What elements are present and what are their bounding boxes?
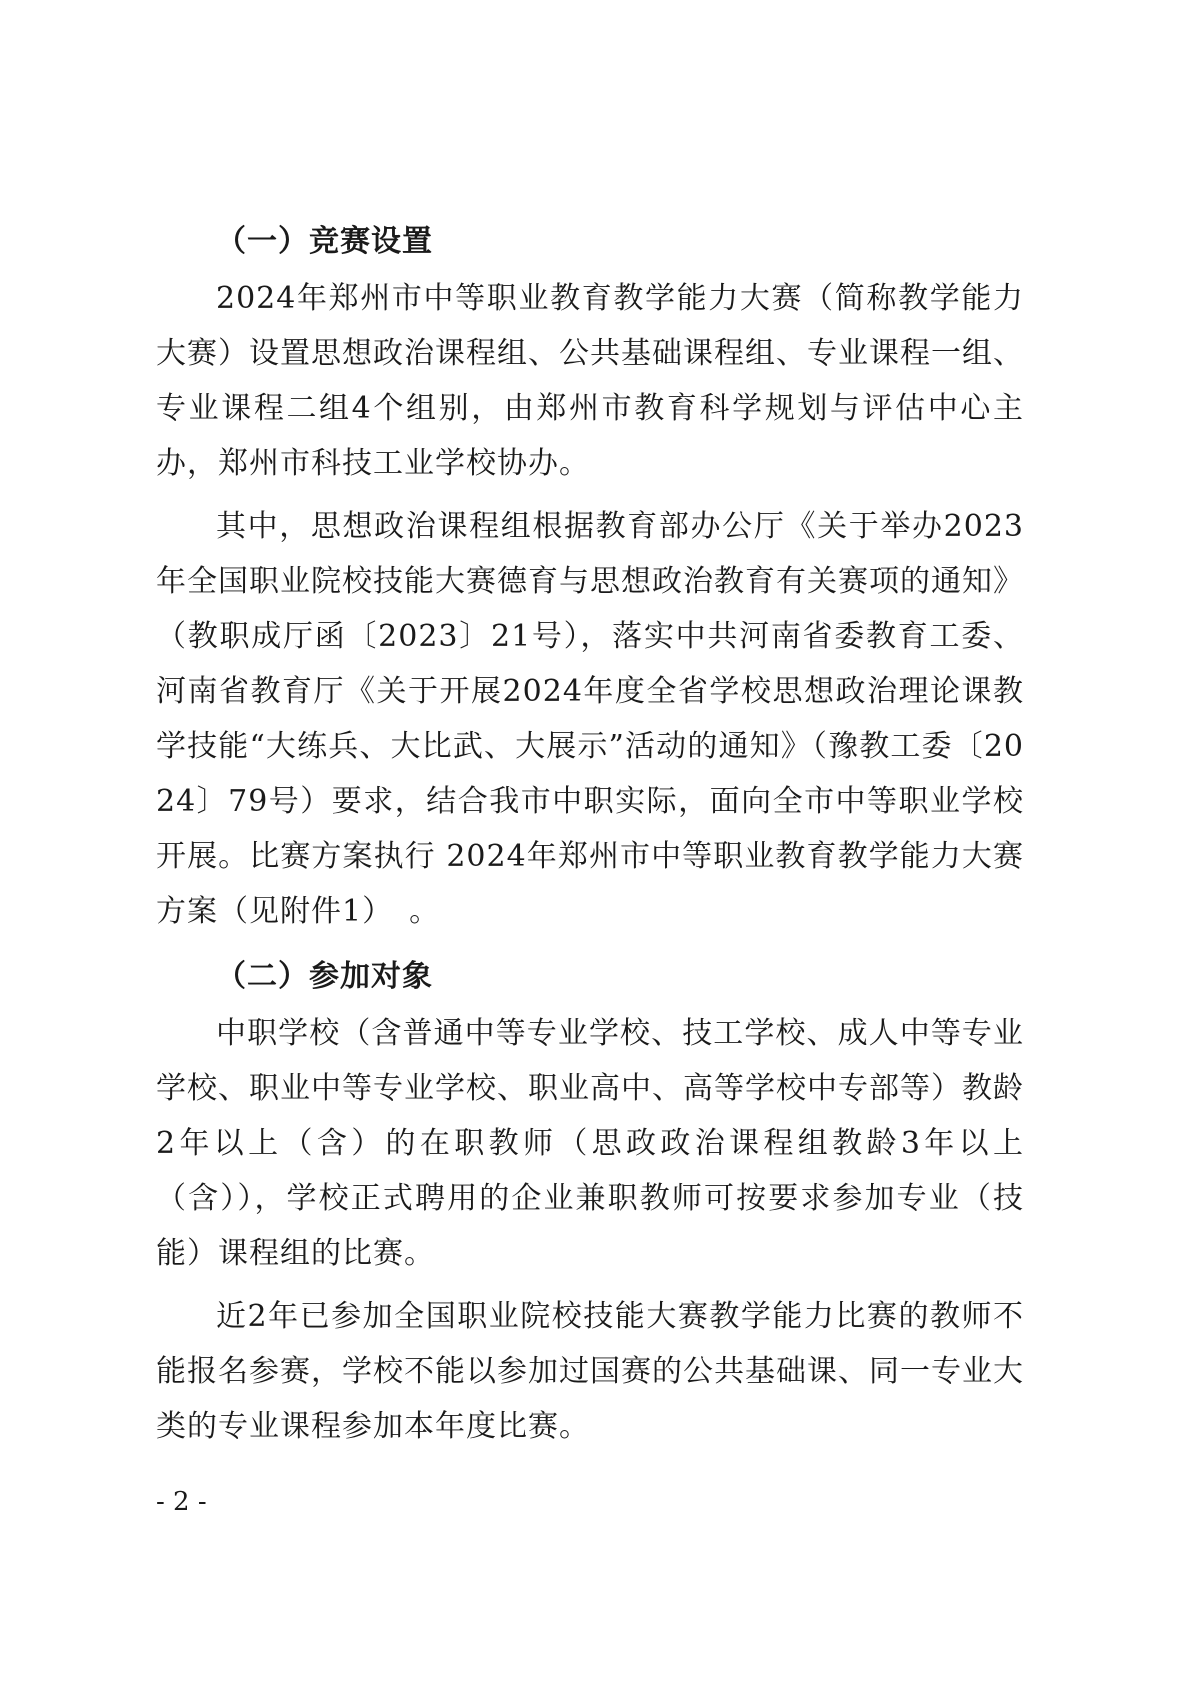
paragraph-ideological-group-basis: 其中，思想政治课程组根据教育部办公厅《关于举办2023年全国职业院校技能大赛德育与思想政治教育有关赛项的通知》（教职成厅函〔2023〕21号），落实中共河南省委教育工委、河南省教育厅《关于开展2024年度全省学校思想政治理论课教学技能“大练兵、大比武、大展示”活动的通知》（豫教工委〔2024〕79号）要求，结合我市中职实际，面向全市中等职业学校开展。比赛方案执行 2024年郑州市中等职业教育教学能力大赛方案（见附件1） 。: [156, 509, 1024, 929]
section-heading-participants: （二）参加对象: [216, 959, 433, 994]
section-heading-competition-setup: （一）竞赛设置: [216, 224, 433, 259]
paragraph-participant-restrictions: 近2年已参加全国职业院校技能大赛教学能力比赛的教师不能报名参赛，学校不能以参加过国赛的公共基础课、同一专业大类的专业课程参加本年度比赛。: [156, 1299, 1024, 1444]
document-body: [156, 214, 1024, 1454]
page-number: - 2 -: [156, 1487, 207, 1517]
paragraph-participant-eligibility: 中职学校（含普通中等专业学校、技工学校、成人中等专业学校、职业中等专业学校、职业高中、高等学校中专部等）教龄2年以上（含）的在职教师（思政政治课程组教龄3年以上（含）），学校正式聘用的企业兼职教师可按要求参加专业（技能）课程组的比赛。: [156, 1016, 1024, 1271]
paragraph-competition-overview: 2024年郑州市中等职业教育教学能力大赛（简称教学能力大赛）设置思想政治课程组、公共基础课程组、专业课程一组、专业课程二组4个组别，由郑州市教育科学规划与评估中心主办，郑州市科技工业学校协办。: [156, 281, 1024, 481]
